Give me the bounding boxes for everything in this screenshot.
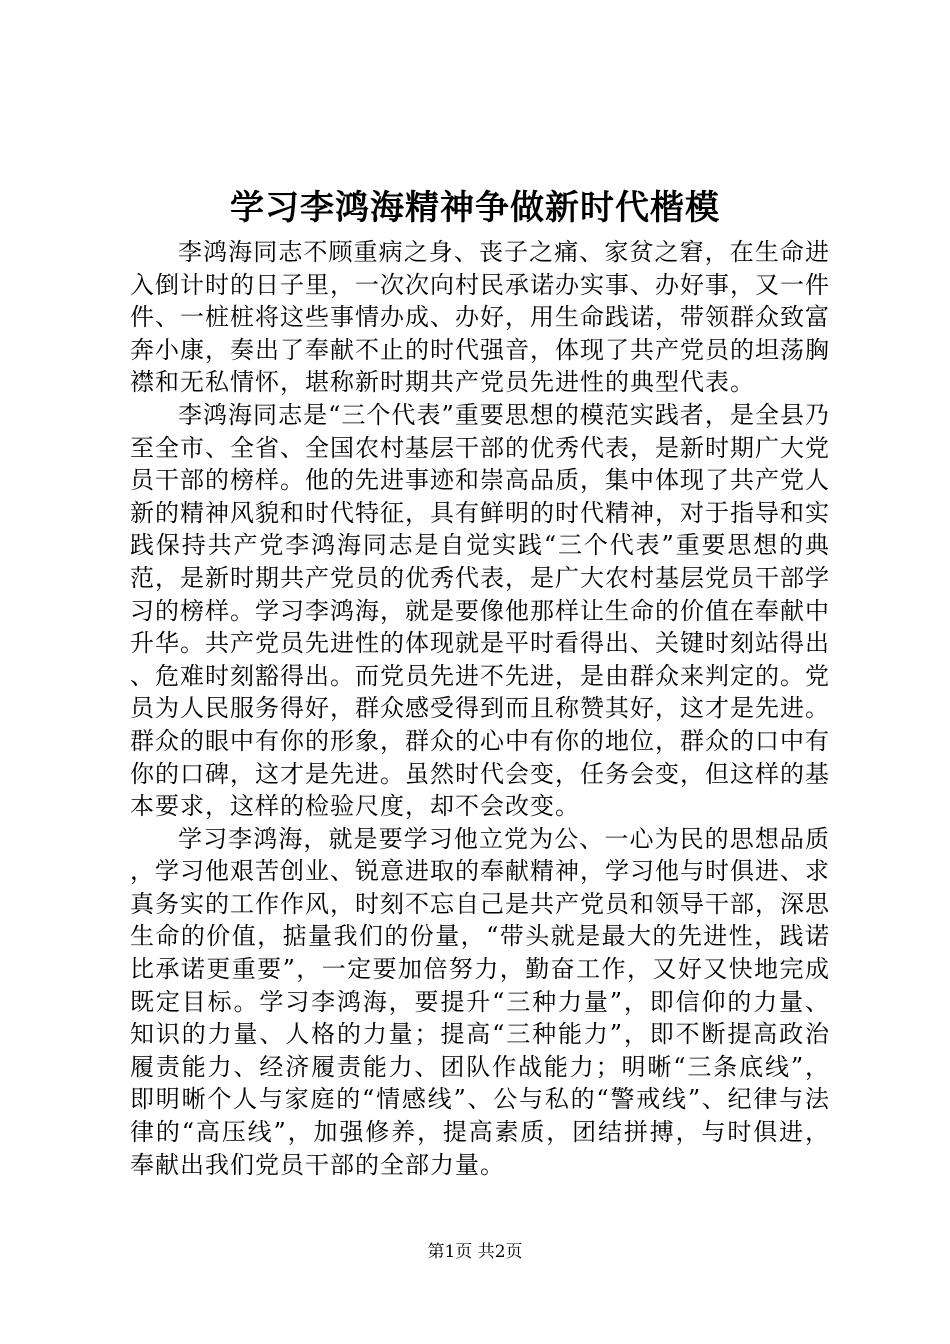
document-title: 学习李鸿海精神争做新时代楷模 (230, 188, 720, 228)
paragraph-3: 学习李鸿海，就是要学习他立党为公、一心为民的思想品质，学习他艰苦创业、锐意进取的奉献精神，学习他与时俱进、求真务实的工作作风，时刻不忘自己是共产党员和领导干部，深思生命的价值，掂量我们的份量，“带头就是最大的先进性，践诺比承诺更重要”，一定要加倍努力，勤奋工作，又好又快地完成既定目标。学习李鸿海，要提升“三种力量”，即信仰的力量、知识的力量、人格的力量；提高“三种能力”，即不断提高政治履责能力、经济履责能力、团队作战能力；明晰“三条底线”，即明晰个人与家庭的“情感线”、公与私的“警戒线”、纪律与法律的“高压线”，加强修养，提高素质，团结拼搏，与时俱进，奉献出我们党员干部的全部力量。 (130, 824, 830, 1179)
paragraph-1: 李鸿海同志不顾重病之身、丧子之痛、家贫之窘，在生命进入倒计时的日子里，一次次向村民承诺办实事、办好事，又一件件、一桩桩将这些事情办成、办好，用生命践诺，带领群众致富奔小康，奏出了奉献不止的时代强音，体现了共产党员的坦荡胸襟和无私情怀，堪称新时期共产党员先进性的典型代表。 (130, 238, 830, 397)
page-number-footer: 第1页 共2页 (427, 1242, 523, 1262)
document-body (130, 236, 830, 1181)
paragraph-2: 李鸿海同志是“三个代表”重要思想的模范实践者，是全县乃至全市、全省、全国农村基层干部的优秀代表，是新时期广大党员干部的榜样。他的先进事迹和崇高品质，集中体现了共产党人新的精神风貌和时代特征，具有鲜明的时代精神，对于指导和实践保持共产党李鸿海同志是自觉实践“三个代表”重要思想的典范，是新时期共产党员的优秀代表，是广大农村基层党员干部学习的榜样。学习李鸿海，就是要像他那样让生命的价值在奉献中升华。共产党员先进性的体现就是平时看得出、关键时刻站得出、危难时刻豁得出。而党员先进不先进，是由群众来判定的。党员为人民服务得好，群众感受得到而且称赞其好，这才是先进。群众的眼中有你的形象，群众的心中有你的地位，群众的口中有你的口碑，这才是先进。虽然时代会变，任务会变，但这样的基本要求，这样的检验尺度，却不会改变。 (130, 400, 830, 821)
